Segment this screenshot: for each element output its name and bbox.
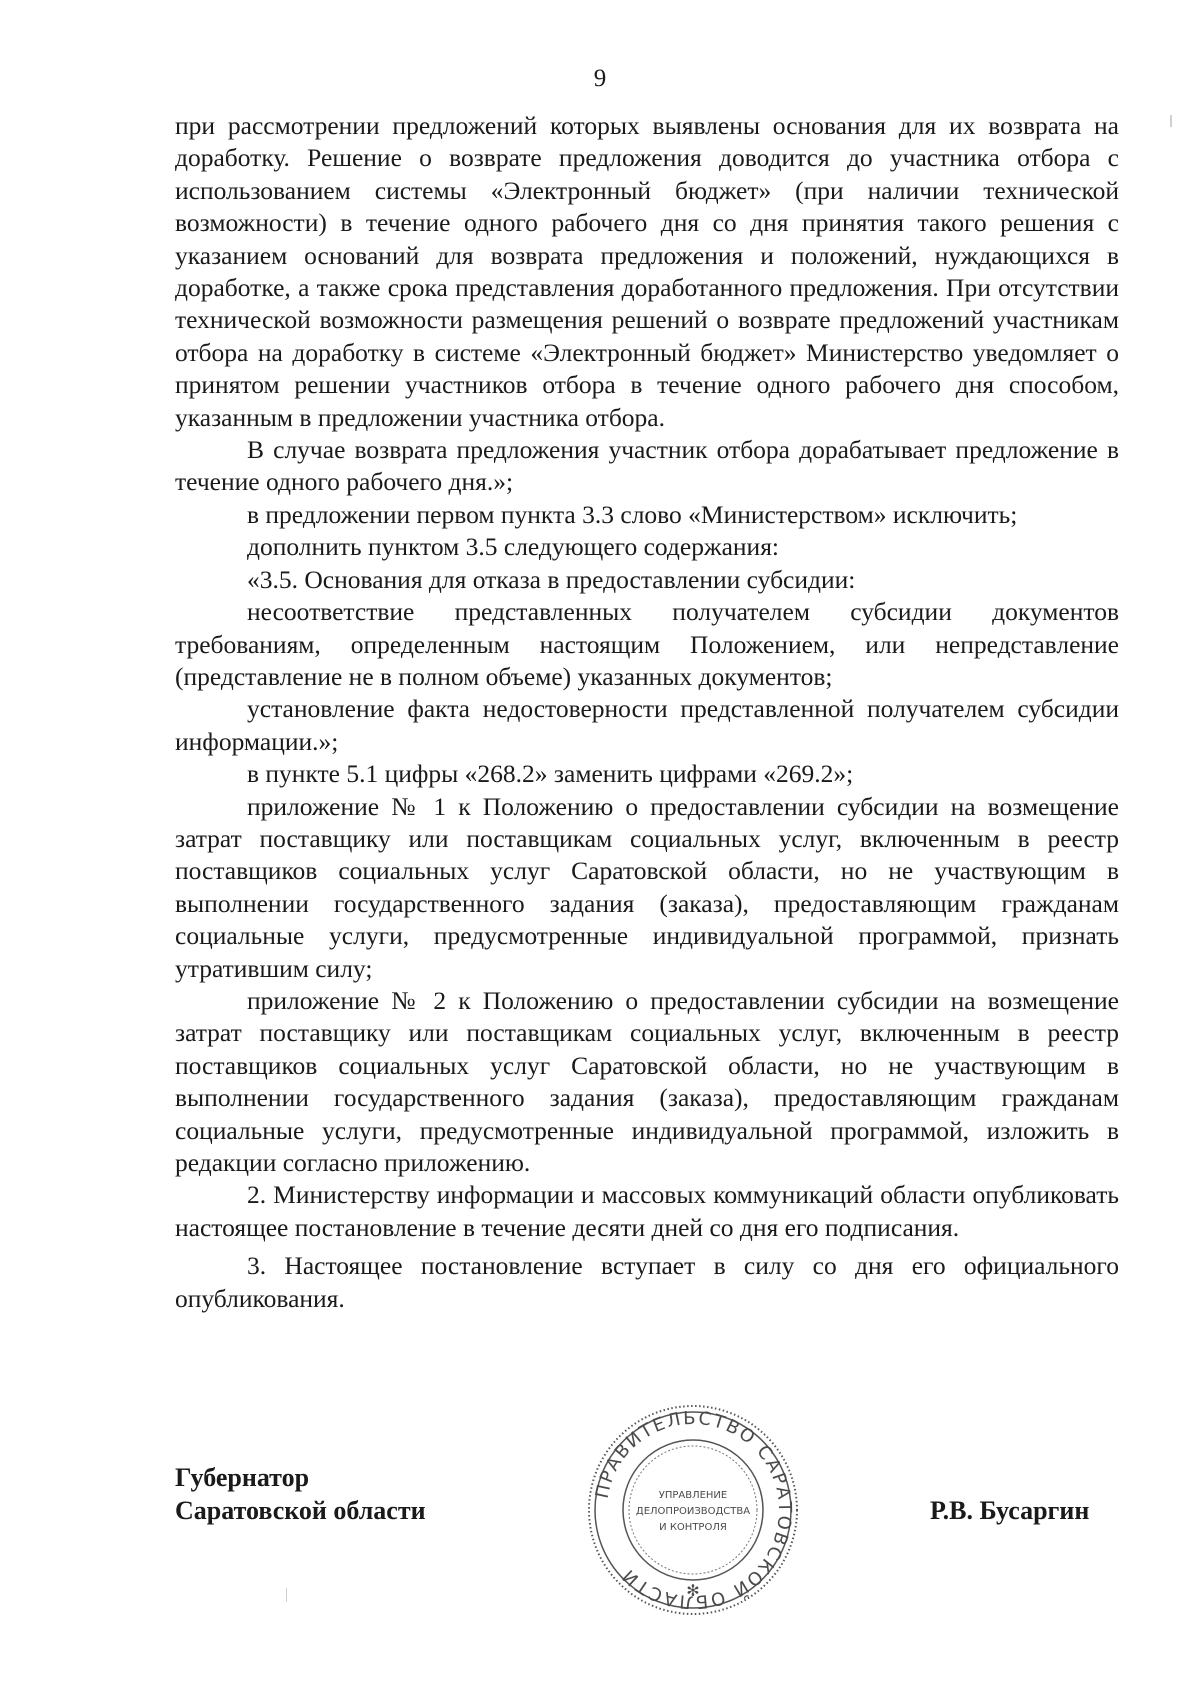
seal-inner-line2: ДЕЛОПРОИЗВОДСТВА (635, 1506, 751, 1517)
paragraph: при рассмотрении предложений которых выявлены основания для их возврата на доработку. Решение о возврате предложения доводится до участника отбора с использованием системы «Электронный бюджет» (при наличии технической возможности) в течение одного рабочего дня со дня принятия такого решения с указанием оснований для возврата предложения и положений, нуждающихся в доработке, а также срока представления доработанного предложения. При отсутствии технической возможности размещения решений о возврате предложений участникам отбора на доработку в системе «Электронный бюджет» Министерство уведомляет о принятом решении участников отбора в течение одного рабочего дня способом, указанным в предложении участника отбора. (175, 111, 1119, 432)
paragraph: дополнить пунктом 3.5 следующего содержания: (247, 532, 780, 562)
signature-position (175, 1461, 426, 1527)
seal-graphic (583, 1400, 803, 1620)
paragraph: «3.5. Основания для отказа в предоставлении субсидии: (247, 564, 856, 594)
paragraph: приложение № 2 к Положению о предоставлении субсидии на возмещение затрат поставщику или поставщикам социальных услуг, включенным в реестр поставщиков социальных услуг Саратовской области, но не участвующим в выполнении государственного задания (заказа), предоставляющим гражданам социальные услуги, предусмотренные индивидуальной программой, изложить в редакции согласно приложению. (175, 985, 1119, 1177)
scan-artifact (286, 1588, 287, 1602)
paragraph: 3. Настоящее постановление вступает в силу со дня его официального опубликования. (175, 1251, 1119, 1313)
paragraph: В случае возврата предложения участник отбора дорабатывает предложение в течение одного рабочего дня.»; (175, 435, 1119, 497)
page-number: 9 (593, 65, 607, 92)
signatory-name: Р.В. Бусаргин (930, 1496, 1090, 1525)
signature-position-line2: Саратовской области (175, 1496, 426, 1525)
seal-outer-text: ПРАВИТЕЛЬСТВО САРАТОВСКОЙ ОБЛАСТИ (591, 1407, 796, 1613)
paragraph: в предложении первом пункта 3.3 слово «Министерством» исключить; (247, 499, 1018, 529)
paragraph: 2. Министерству информации и массовых коммуникаций области опубликовать настоящее постановление в течение десяти дней со дня его подписания. (175, 1180, 1119, 1242)
document-body (175, 110, 1119, 1315)
svg-text:✻: ✻ (686, 1581, 700, 1600)
official-seal-stamp (583, 1400, 803, 1620)
scan-artifact (1170, 115, 1172, 127)
seal-inner-line3: И КОНТРОЛЯ (659, 1522, 727, 1533)
paragraph: в пункте 5.1 цифры «268.2» заменить цифрами «269.2»; (247, 759, 854, 789)
paragraph: установление факта недостоверности представленной получателем субсидии информации.»; (175, 694, 1119, 756)
paragraph: несоответствие представленных получателем субсидии документов требованиям, определенным настоящим Положением, или непредставление (представление не в полном объеме) указанных документов; (175, 597, 1119, 691)
signature-position-line1: Губернатор (175, 1463, 310, 1492)
seal-inner-line1: УПРАВЛЕНИЕ (658, 1490, 728, 1501)
paragraph: приложение № 1 к Положению о предоставлении субсидии на возмещение затрат поставщику или поставщикам социальных услуг, включенным в реестр поставщиков социальных услуг Саратовской области, но не участвующим в выполнении государственного задания (заказа), предоставляющим гражданам социальные услуги, предусмотренные индивидуальной программой, признать утратившим силу; (175, 791, 1119, 983)
